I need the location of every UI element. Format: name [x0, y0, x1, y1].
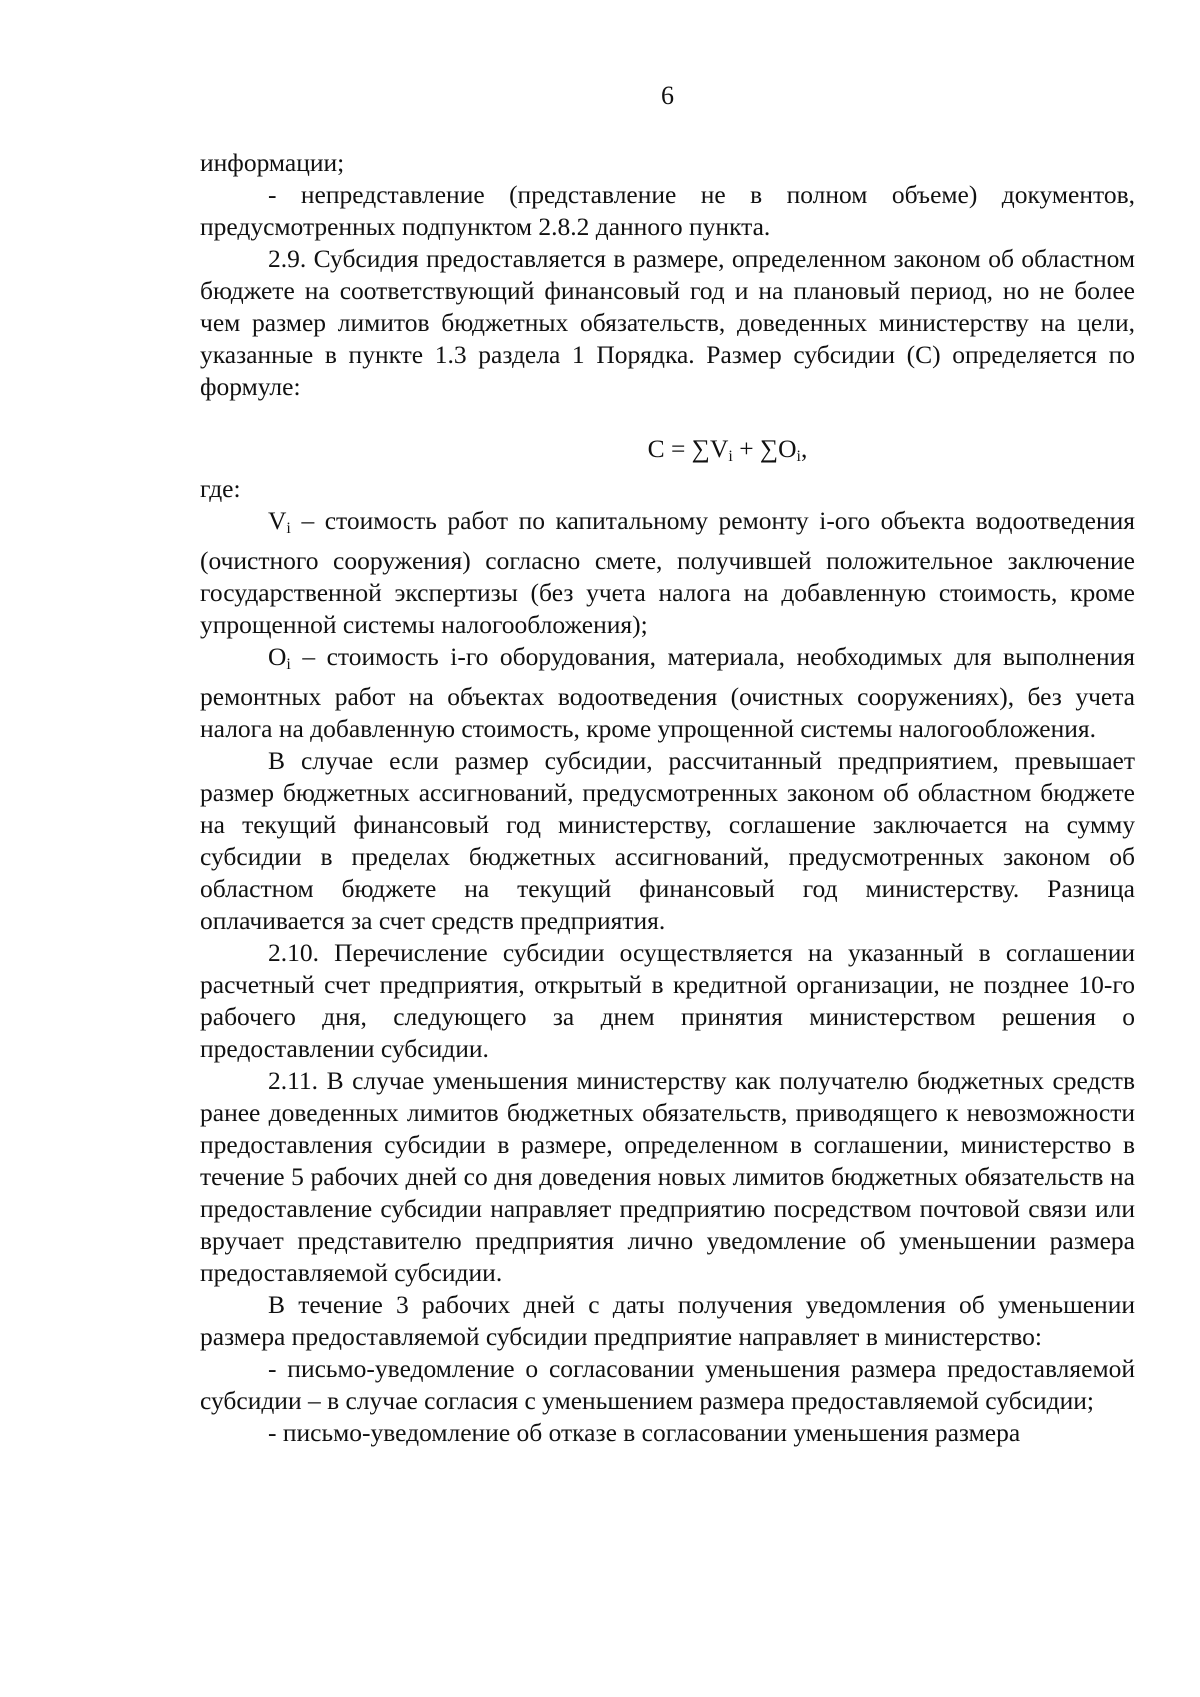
paragraph: В случае если размер субсидии, рассчитанный предприятием, превышает размер бюджетных ассигнований, предусмотренных законом об областном бюджете на текущий финансовый год министерству, соглашение заключается на сумму субсидии в пределах бюджетных ассигнований, предусмотренных законом об областном бюджете на текущий финансовый год министерству. Разница оплачивается за счет средств предприятия.	[200, 746, 1135, 935]
formula-lhs: С = ∑V	[647, 434, 729, 463]
formula-subscript: i	[796, 448, 801, 465]
variable-symbol: O	[268, 642, 287, 671]
formula-mid: + ∑O	[732, 434, 797, 463]
paragraph: В течение 3 рабочих дней с даты получения уведомления об уменьшении размера предоставляемой субсидии предприятие направляет в министерство:	[200, 1290, 1135, 1351]
paragraph: - письмо-уведомление о согласовании уменьшения размера предоставляемой субсидии – в случае согласия с уменьшением размера предоставляемой субсидии;	[200, 1354, 1135, 1415]
variable-subscript: i	[286, 520, 291, 537]
formula-tail: ,	[801, 434, 808, 463]
paragraph: - непредставление (представление не в полном объеме) документов, предусмотренных подпунктом 2.8.2 данного пункта.	[200, 180, 1135, 241]
formula	[200, 433, 1135, 473]
paragraph: информации;	[200, 148, 345, 177]
variable-description: – стоимость i-го оборудования, материала, необходимых для выполнения ремонтных работ на объектах водоотведения (очистных сооружениях), без учета налога на добавленную стоимость, кроме упрощенной системы налогообложения.	[200, 642, 1135, 743]
page-number: 6	[661, 81, 674, 110]
paragraph: 2.10. Перечисление субсидии осуществляется на указанный в соглашении расчетный счет предприятия, открытый в кредитной организации, не позднее 10-го рабочего дня, следующего за днем принятия министерством решения о предоставлении субсидии.	[200, 938, 1135, 1063]
variable-definition-v	[200, 505, 1135, 641]
paragraph: 2.11. В случае уменьшения министерству как получателю бюджетных средств ранее доведенных лимитов бюджетных обязательств, приводящего к невозможности предоставления субсидии в размере, определенном в соглашении, министерство в течение 5 рабочих дней со дня доведения новых лимитов бюджетных обязательств на предоставление субсидии направляет предприятию посредством почтовой связи или вручает представителю предприятия лично уведомление об уменьшении размера предоставляемой субсидии.	[200, 1066, 1135, 1287]
paragraph: где:	[200, 474, 241, 503]
paragraph: 2.9. Субсидия предоставляется в размере, определенном законом об областном бюджете на соответствующий финансовый год и на плановый период, но не более чем размер лимитов бюджетных обязательств, доведенных министерству на цели, указанные в пункте 1.3 раздела 1 Порядка. Размер субсидии (С) определяется по формуле:	[200, 244, 1135, 401]
variable-symbol: V	[268, 506, 287, 535]
formula-subscript: i	[728, 448, 733, 465]
variable-description: – стоимость работ по капитальному ремонту i-ого объекта водоотведения (очистного сооружения) согласно смете, получившей положительное заключение государственной экспертизы (без учета налога на добавленную стоимость, кроме упрощенной системы налогообложения);	[200, 506, 1136, 639]
variable-definition-o	[200, 641, 1135, 745]
paragraph: - письмо-уведомление об отказе в согласовании уменьшения размера	[268, 1418, 1021, 1447]
document-body	[200, 147, 1135, 1449]
variable-subscript: i	[286, 656, 291, 673]
